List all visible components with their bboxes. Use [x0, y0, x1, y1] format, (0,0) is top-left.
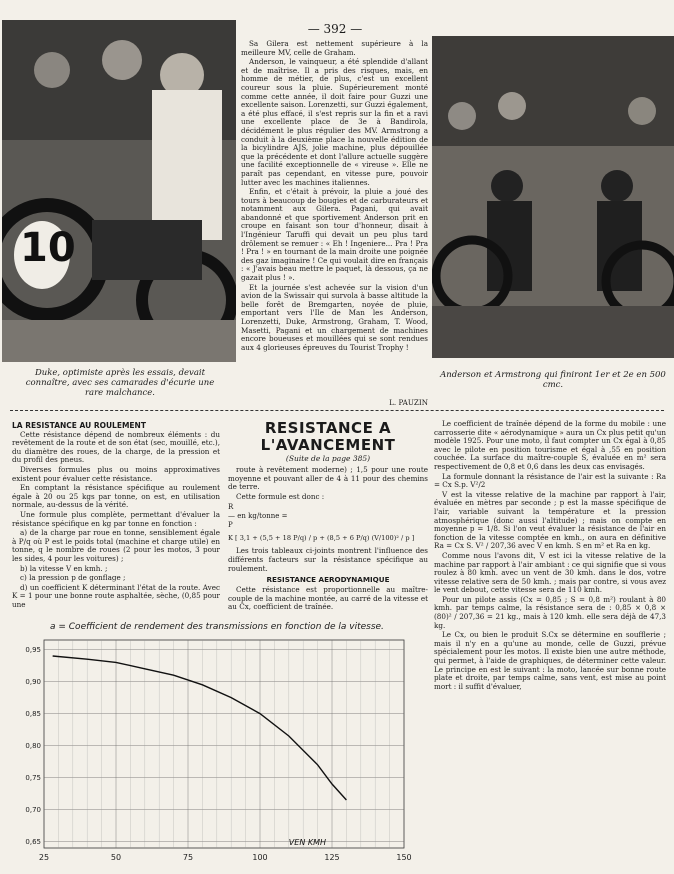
y-tick-label: 0,85: [25, 710, 41, 719]
photo-duke: [2, 20, 236, 362]
photo-left-caption: Duke, optimiste après les essais, devait connaître, avec ses camarades d'écurie une rare malchance.: [25, 368, 215, 398]
top-article: [241, 40, 428, 353]
photo-right-caption: Anderson et Armstrong qui finiront 1er et 2e en 500 cmc.: [440, 370, 666, 390]
paragraph: Pour un pilote assis (Cx = 0,85 ; S = 0,8 m²) roulant à 80 kmh. par temps calme, la résistance sera de : 0,85 × 0,8 × (80)² / 207,36 = 21 kg., mais à 120 kmh. elle sera déjà de 47,3 kg.: [434, 594, 666, 630]
heading-aero-resistance: RESISTANCE AERODYNAMIQUE: [266, 575, 390, 585]
formula-rolling: [228, 503, 428, 543]
article-subtitle: (Suite de la page 385): [285, 454, 371, 463]
left-column: [12, 422, 220, 610]
chart-frame: [44, 640, 404, 848]
paragraph: route à revêtement moderne) ; 1,5 pour une route moyenne et pouvant aller de 4 à 11 pour des chemins de terre.: [228, 465, 428, 492]
x-tick-label: 50: [110, 853, 122, 862]
paragraph: En comptant la résistance spécifique au roulement égale à 20 ou 25 kgs par tonne, on est, en utilisation normale, au-dessus de la vérité.: [12, 483, 220, 510]
paragraph: Diverses formules plus ou moins approximatives existent pour évaluer cette résistance.: [12, 464, 220, 483]
paragraph: Une formule plus complète, permettant d'évaluer la résistance spécifique en kg par tonne en fonction :: [12, 509, 220, 528]
x-tick-label: 150: [396, 853, 412, 862]
x-tick-label: 75: [182, 853, 194, 862]
article-title-line2: L'AVANCEMENT: [260, 436, 396, 454]
efficiency-curve: [53, 656, 347, 800]
paragraph: a) de la charge par roue en tonne, sensiblement égale à P/q où P est le poids total (machine et charge utile) en tonne, q le nombre de roues (2 pour les motos, 3 pour les sides, 4 pour les voitures) ;: [12, 528, 220, 563]
paragraph: V est la vitesse relative de la machine par rapport à l'air, évaluée en mètres par seconde ; p est la masse spécifique de l'air, variable suivant la température et la pression atmosphérique (donc aussi l'altitude) ; mais on compte en moyenne p = 1/8. Si l'on veut évaluer la résistance de l'air en fonction de la vitesse comptée en kmh., on aura en définitive Ra = Cx S. V² / 207,36 avec V en kmh. S en m² et Ra en kg.: [434, 489, 666, 551]
x-axis-label: VEN KMH: [288, 838, 327, 847]
formula-lhs-bot: P: [228, 521, 233, 530]
paragraph: d) un coefficient K déterminant l'état de la route. Avec K = 1 pour une bonne route asphaltée, sèche, (0,85 pour une: [12, 582, 220, 609]
middle-column: [228, 420, 428, 613]
paragraph: c) la pression p de gonflage ;: [20, 573, 126, 583]
signature: L. PAUZIN: [389, 398, 428, 407]
y-tick-label: 0,70: [25, 806, 41, 815]
paragraph: Comme nous l'avons dit, V est ici la vitesse relative de la machine par rapport à l'air ambiant : ce qui signifie que si vous roulez à 80 kmh. avec un vent de 30 kmh. dans le dos, votre vitesse relative sera de 50 kmh. ; mais par contre, si vous avez le vent debout, cette vitesse sera de 110 kmh.: [434, 550, 666, 595]
x-tick-label: 100: [252, 853, 268, 862]
formula-lhs-mid: — en kg/tonne =: [228, 512, 288, 521]
paragraph: Le coefficient de traînée dépend de la forme du mobile : une carrosserie dite « aérodynamique » aura un Cx plus petit qu'un modèle 1925. Pour une moto, il faut compter un Cx égal à 0,85 avec le pilote en position tourisme et égal à ,55 en position couchée. La surface du maître-couple S, évaluée en m² sera respectivement de 0,8 et 0,6 dans les deux cas envisagés.: [434, 419, 666, 471]
x-tick-label: 125: [324, 853, 340, 862]
heading-rolling-resistance: LA RESISTANCE AU ROULEMENT: [12, 421, 146, 430]
formula-body: K [ 3,1 + (5,5 + 18 P/q) / p + (8,5 + 6 P/q) (V/100)² / p ]: [228, 534, 415, 543]
top-article-paragraph: Anderson, le vainqueur, a été splendide d'allant et de maîtrise. Il a pris des risques, mais, en homme de métier, de plus, c'est un excellent coureur sous la pluie. Supérieurement monté comme cette année, il doit faire pour Guzzi une excellente saison. Lorenzetti, sur Guzzi également, a été plus effacé, il s'est repris sur la fin et a ravi une excellente place de 3e à Bandirola, décidément le plus régulier des MV. Armstrong a conduit à la deuxième place la nouvelle édition de la bicylindre AJS, jolie machine, plus dépouillée que la précédente et dont l'allure actuelle suggère une facilité exceptionnelle de « vireuse ». Elle ne paraît pas cependant, en vitesse pure, pouvoir lutter avec les machines italiennes.: [241, 57, 428, 187]
chart-title: a = Coefficient de rendement des transmissions en fonction de la vitesse.: [50, 622, 384, 632]
paragraph: La formule donnant la résistance de l'air est la suivante : Ra = Cx S.p. V²/2: [434, 471, 666, 490]
race-number: 10: [20, 225, 76, 271]
y-tick-label: 0,80: [25, 742, 41, 751]
y-tick-label: 0,95: [25, 646, 41, 655]
paragraph: Le Cx, ou bien le produit S.Cx se détermine en soufflerie ; mais il n'y en a qu'une au monde, celle de Guzzi, prévue spécialement pour les motos. Il existe bien une autre méthode, qui permet, à l'aide de graphiques, de déterminer cette valeur. Le principe en est le suivant : la moto, lancée sur bonne route plate et droite, par temps calme, sans vent, est mise au point mort : il suffit d'évaluer,: [434, 630, 666, 691]
top-article-paragraph: Sa Gilera est nettement supérieure à la meilleure MV, celle de Graham.: [241, 39, 428, 57]
y-tick-label: 0,75: [25, 774, 41, 783]
paragraph: Cette résistance est proportionnelle au maître-couple de la machine montée, au carré de la vitesse et au Cx, coefficient de traînée.: [228, 585, 428, 612]
photo-anderson-armstrong: [432, 36, 674, 358]
article-title-line1: RESISTANCE A: [264, 419, 392, 437]
paragraph: Les trois tableaux ci-joints montrent l'influence des différents facteurs sur la résistance spécifique au roulement.: [228, 546, 428, 573]
paragraph: b) la vitesse V en kmh. ;: [20, 563, 108, 573]
top-article-paragraph: Et la journée s'est achevée sur la vision d'un avion de la Swissair qui survola à basse altitude la belle forêt de Bremgarten, noyée de pluie, emportant vers l'Ile de Man les Anderson, Lorenzetti, Duke, Armstrong, Graham, T. Wood, Masetti, Pagani et un chargement de machines encore boueuses et mouillées qui se sont rendues aux 4 glorieuses épreuves du Tourist Trophy !: [241, 282, 428, 352]
page-number: — 392 —: [307, 22, 363, 36]
efficiency-chart: [4, 634, 428, 874]
y-tick-label: 0,90: [25, 678, 41, 687]
y-tick-label: 0,65: [25, 838, 41, 847]
paragraph: Cette formule est donc :: [236, 491, 325, 501]
top-article-paragraph: Enfin, et c'était à prévoir, la pluie a joué des tours à beaucoup de bougies et de carburateurs et notamment aux Gilera. Pagani, qui avait abandonné et que sportivement Anderson prit en croupe en faisant son tour d'honneur, disait à l'Ingénieur Taruffi qui devait un peu plus tard drôlement se remuer : « Eh ! Ingeniere... Pra ! Pra ! Pra ! » en tournant de la main droite une poignée des gaz imaginaire ! Ce qui voulait dire en français : « J'avais beau mettre le paquet, là dessous, ça ne gazait plus ! ».: [241, 187, 428, 283]
right-column: [434, 420, 666, 692]
formula-lhs-top: R: [228, 503, 234, 512]
section-divider: [10, 410, 664, 411]
x-tick-label: 25: [38, 853, 50, 862]
paragraph: Cette résistance dépend de nombreux éléments : du revêtement de la route et de son état (sec, mouillé, etc.), du diamètre des roues, de la charge, de la pression et du profil des pneus.: [12, 429, 220, 465]
